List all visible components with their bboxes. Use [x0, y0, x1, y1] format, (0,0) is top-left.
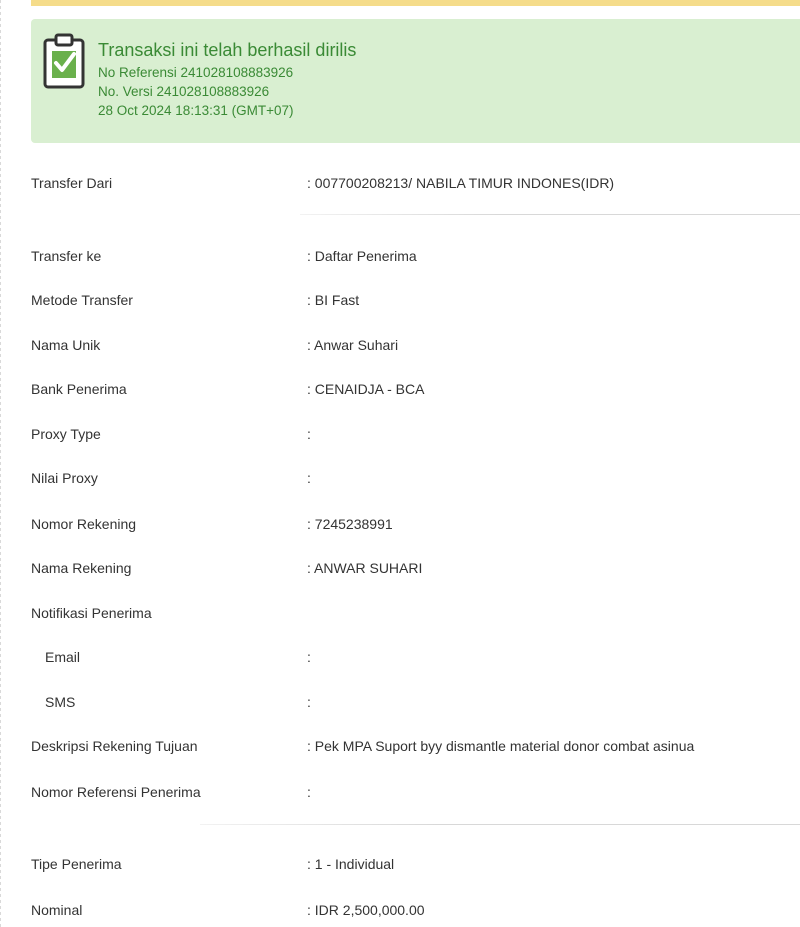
- notice-text: [98, 39, 356, 120]
- detail-row-nominal: [31, 900, 800, 920]
- detail-row-transfer-dari: [31, 173, 800, 193]
- detail-row-tipe-penerima: [31, 854, 800, 874]
- notice-title: Transaksi ini telah berhasil dirilis: [98, 40, 357, 60]
- section-divider: [200, 824, 800, 825]
- detail-label: Nilai Proxy: [31, 470, 98, 486]
- detail-label: Metode Transfer: [31, 292, 133, 308]
- detail-label: Proxy Type: [31, 426, 101, 442]
- detail-row-transfer-ke: [31, 246, 800, 266]
- detail-row-deskripsi-rekening-tujuan: [31, 736, 800, 756]
- success-notice: [31, 19, 800, 143]
- detail-label: Nomor Referensi Penerima: [31, 784, 201, 800]
- detail-value: : 7245238991: [307, 516, 393, 532]
- detail-label: Email: [45, 649, 81, 665]
- detail-value: :: [307, 470, 311, 486]
- detail-row-nama-rekening: [31, 558, 800, 578]
- detail-row-sms: [31, 692, 800, 712]
- detail-value: : 007700208213/ NABILA TIMUR INDONES(IDR): [307, 175, 615, 191]
- detail-value: :: [307, 426, 311, 442]
- detail-value: : Daftar Penerima: [307, 248, 417, 264]
- top-accent-bar: [31, 0, 800, 6]
- detail-row-metode-transfer: [31, 290, 800, 310]
- detail-row-notifikasi-penerima: [31, 603, 800, 623]
- notice-reference: No Referensi 241028108883926: [98, 65, 294, 80]
- notice-datetime: 28 Oct 2024 18:13:31 (GMT+07): [98, 103, 294, 118]
- page-left-border: [0, 0, 3, 927]
- detail-label: Nama Unik: [31, 337, 101, 353]
- detail-row-nomor-rekening: [31, 514, 800, 534]
- detail-label: Notifikasi Penerima: [31, 605, 152, 621]
- detail-label: Tipe Penerima: [31, 856, 122, 872]
- detail-value: : ANWAR SUHARI: [307, 560, 423, 576]
- detail-value: :: [307, 649, 311, 665]
- detail-label: Nominal: [31, 902, 83, 918]
- clipboard-check-icon: [42, 32, 86, 90]
- detail-value: :: [307, 694, 311, 710]
- detail-row-email: [31, 647, 800, 667]
- detail-value: : BI Fast: [307, 292, 360, 308]
- detail-row-nomor-referensi-penerima: [31, 782, 800, 802]
- detail-value: :: [307, 784, 311, 800]
- detail-row-proxy-type: [31, 424, 800, 444]
- detail-value: : 1 - Individual: [307, 856, 395, 872]
- section-divider: [300, 214, 800, 215]
- detail-label: Transfer Dari: [31, 175, 113, 191]
- detail-value: : IDR 2,500,000.00: [307, 902, 425, 918]
- detail-value: : Pek MPA Suport byy dismantle material donor combat asinua: [307, 738, 695, 754]
- detail-label: Deskripsi Rekening Tujuan: [31, 738, 198, 754]
- detail-label: Transfer ke: [31, 248, 102, 264]
- detail-label: Bank Penerima: [31, 381, 127, 397]
- detail-value: : Anwar Suhari: [307, 337, 399, 353]
- detail-row-nilai-proxy: [31, 468, 800, 488]
- detail-row-bank-penerima: [31, 379, 800, 399]
- detail-label: Nomor Rekening: [31, 516, 137, 532]
- detail-label: SMS: [45, 694, 76, 710]
- notice-version: No. Versi 241028108883926: [98, 84, 270, 99]
- detail-value: : CENAIDJA - BCA: [307, 381, 425, 397]
- detail-label: Nama Rekening: [31, 560, 132, 576]
- detail-row-nama-unik: [31, 335, 800, 355]
